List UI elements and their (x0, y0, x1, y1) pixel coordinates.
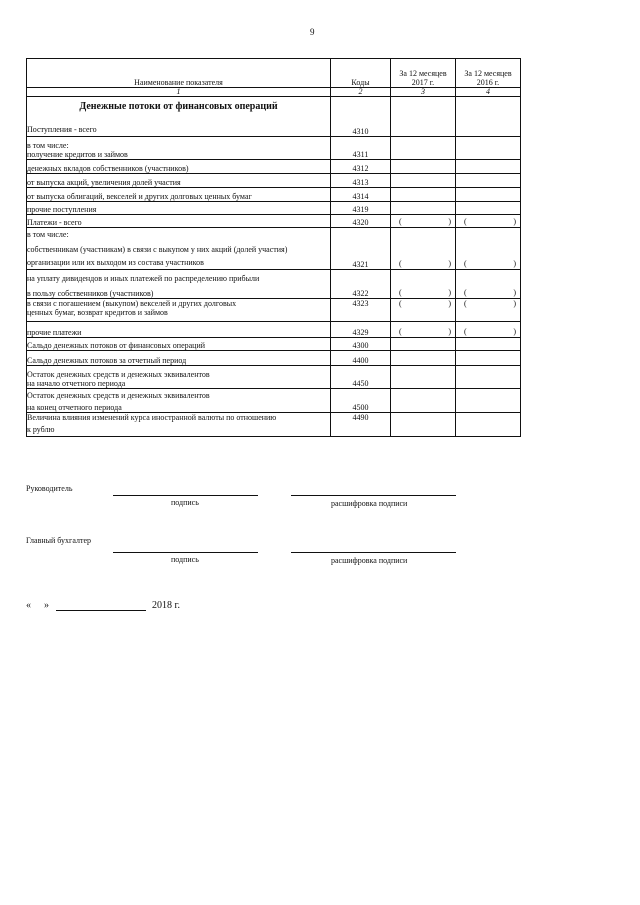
paren-open: ( (399, 216, 402, 226)
row-code: 4450 (331, 366, 391, 389)
row-label: Сальдо денежных потоков за отчетный период (27, 351, 331, 366)
date-month-blank (56, 601, 146, 611)
paren-close: ) (513, 258, 516, 268)
col-number: 2 (331, 88, 391, 97)
paren-close: ) (448, 299, 451, 308)
paren-close: ) (448, 216, 451, 226)
row-label: на уплату дивидендов и иных платежей по распределению прибыли (27, 273, 260, 283)
table-row (27, 351, 521, 366)
row-label: от выпуска акций, увеличения долей участия (27, 174, 331, 188)
row-code: 4311 (331, 137, 391, 160)
row-code: 4400 (331, 351, 391, 366)
row-label: на начало отчетного периода (27, 378, 126, 388)
row-code: 4320 (331, 215, 391, 228)
row-code: 4329 (331, 322, 391, 338)
page-number: 9 (310, 27, 315, 37)
paren-close: ) (448, 287, 451, 297)
row-code: 4319 (331, 202, 391, 215)
row-code: 4310 (331, 97, 391, 137)
table-row (27, 137, 521, 160)
row-label: ценных бумаг, возврат кредитов и займов (27, 308, 168, 318)
column-numbers-row (27, 88, 521, 97)
table-row (27, 270, 521, 299)
accountant-decoding-line (291, 552, 456, 553)
row-label: Остаток денежных средств и денежных эквивалентов (27, 390, 210, 400)
paren-close: ) (513, 299, 516, 308)
paren-open: ( (464, 258, 467, 268)
row-code: 4313 (331, 174, 391, 188)
header-code: Коды (331, 59, 391, 88)
director-signature-caption: подпись (171, 498, 199, 507)
table-row (27, 188, 521, 202)
row-label: Поступления - всего (27, 124, 97, 134)
section-title: Денежные потоки от финансовых операций (79, 101, 278, 113)
row-label: Остаток денежных средств и денежных эквивалентов (27, 369, 210, 379)
row-label: в пользу собственников (участников) (27, 288, 154, 298)
paren-open: ( (399, 299, 402, 308)
paren-close: ) (513, 216, 516, 226)
paren-open: ( (464, 326, 467, 336)
table-row (27, 413, 521, 437)
row-label: организации или их выходом из состава участников (27, 257, 204, 267)
row-code: 4300 (331, 338, 391, 351)
table-row (27, 366, 521, 389)
row-label: денежных вкладов собственников (участников) (27, 160, 331, 174)
cash-flow-table (26, 58, 521, 437)
table-row (27, 322, 521, 338)
date-open-quote: « (26, 600, 31, 611)
row-label: на конец отчетного периода (27, 402, 122, 412)
director-signature-line (113, 495, 258, 496)
row-label: к рублю (27, 425, 55, 435)
paren-close: ) (513, 287, 516, 297)
director-label: Руководитель (26, 484, 73, 493)
row-code: 4323 (331, 299, 391, 322)
col-number: 1 (27, 88, 331, 97)
table-row (27, 299, 521, 322)
row-label: Сальдо денежных потоков от финансовых операций (27, 338, 331, 351)
paren-open: ( (464, 287, 467, 297)
table-row (27, 97, 521, 137)
col-number: 3 (391, 88, 456, 97)
paren-close: ) (513, 326, 516, 336)
table-row (27, 338, 521, 351)
table-row (27, 389, 521, 413)
paren-open: ( (399, 258, 402, 268)
paren-open: ( (464, 216, 467, 226)
row-label: собственникам (участникам) в связи с выкупом у них акций (долей участия) (27, 244, 288, 254)
table-row (27, 202, 521, 215)
row-code: 4490 (331, 413, 391, 437)
row-label: от выпуска облигаций, векселей и других долговых ценных бумаг (27, 188, 331, 202)
accountant-signature-caption: подпись (171, 555, 199, 564)
paren-open: ( (464, 299, 467, 308)
row-label: Платежи - всего (27, 215, 331, 228)
table-header-row (27, 59, 521, 88)
row-label: Величина влияния изменений курса иностранной валюты по отношению (27, 413, 277, 422)
row-code: 4312 (331, 160, 391, 174)
paren-close: ) (448, 326, 451, 336)
header-period-2017: За 12 месяцев 2017 г. (391, 59, 456, 88)
accountant-decoding-caption: расшифровка подписи (331, 556, 408, 565)
table-row (27, 215, 521, 228)
header-name: Наименование показателя (27, 59, 331, 88)
table-row (27, 174, 521, 188)
director-decoding-caption: расшифровка подписи (331, 499, 408, 508)
row-label: прочие поступления (27, 202, 331, 215)
header-period-2016: За 12 месяцев 2016 г. (456, 59, 521, 88)
director-decoding-line (291, 495, 456, 496)
row-label: в том числе: (27, 230, 69, 240)
row-code: 4322 (331, 270, 391, 299)
paren-close: ) (448, 258, 451, 268)
date-line (26, 600, 180, 611)
date-close-quote: » (44, 600, 49, 611)
row-code: 4314 (331, 188, 391, 202)
paren-open: ( (399, 287, 402, 297)
col-number: 4 (456, 88, 521, 97)
row-label: прочие платежи (27, 322, 331, 338)
row-label: получение кредитов и займов (27, 149, 128, 159)
row-label: в том числе: (27, 140, 69, 150)
table-row (27, 228, 521, 270)
accountant-label: Главный бухгалтер (26, 536, 91, 545)
row-label: в связи с погашением (выкупом) векселей и других долговых (27, 299, 237, 308)
date-year: 2018 г. (152, 600, 180, 611)
table-row (27, 160, 521, 174)
paren-open: ( (399, 326, 402, 336)
accountant-signature-line (113, 552, 258, 553)
row-code: 4500 (331, 389, 391, 413)
row-code: 4321 (331, 228, 391, 270)
